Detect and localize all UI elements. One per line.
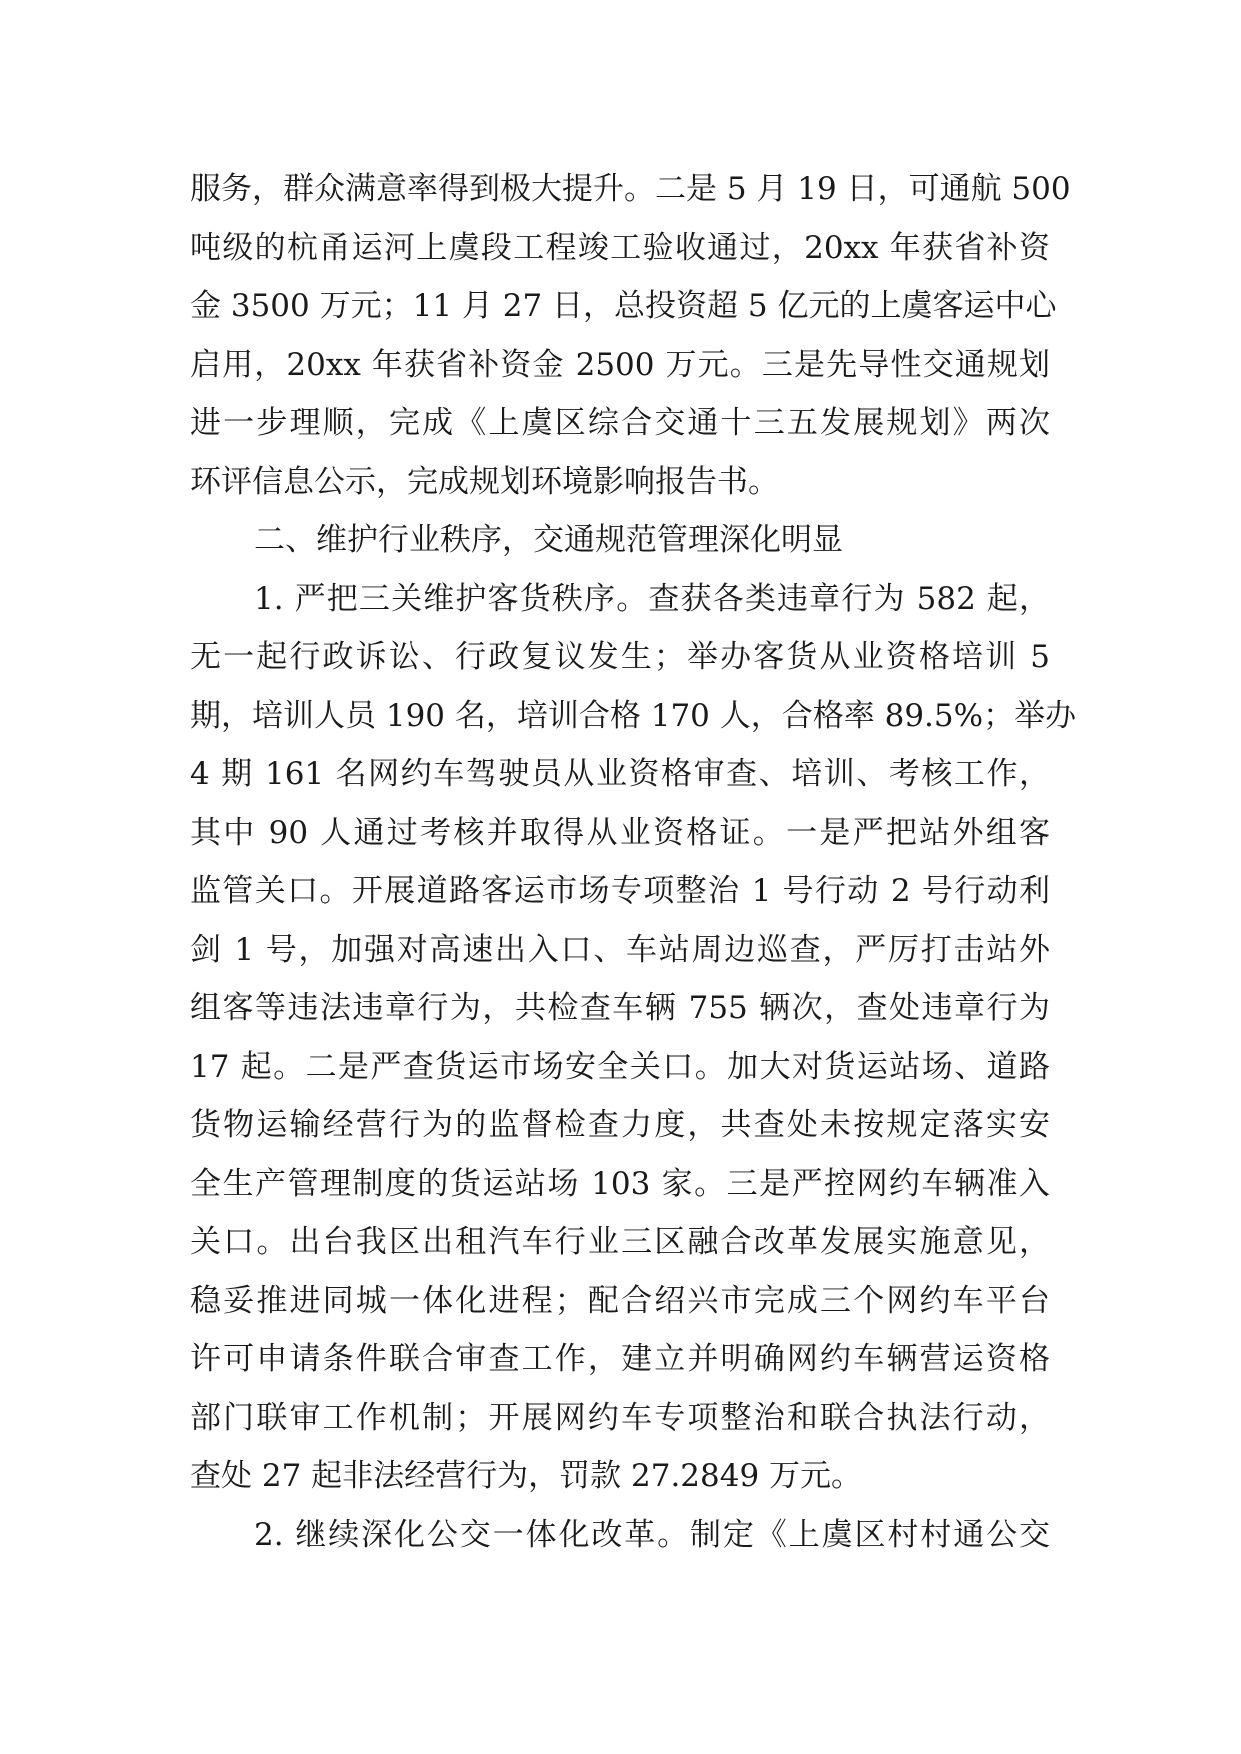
text-line-4: 启用，20xx 年获省补资金 2500 万元。三是先导性交通规划 [190, 346, 1050, 383]
text-line-20: 稳妥推进同城一体化进程；配合绍兴市完成三个网约车平台 [190, 1282, 1050, 1319]
text-line-24: 2. 继续深化公交一体化改革。制定《上虞区村村通公交 [254, 1516, 1050, 1553]
text-line-6: 环评信息公示，完成规划环境影响报告书。 [190, 463, 779, 500]
text-line-17: 货物运输经营行为的监督检查力度，共查处未按规定落实安 [190, 1107, 1050, 1143]
text-line-14: 剑 1 号，加强对高速出入口、车站周边巡查，严厉打击站外 [190, 931, 1050, 968]
text-line-23: 查处 27 起非法经营行为，罚款 27.2849 万元。 [190, 1458, 863, 1494]
text-line-15: 组客等违法违章行为，共检查车辆 755 辆次，查处违章行为 [190, 990, 1050, 1026]
text-line-12: 其中 90 人通过考核并取得从业资格证。一是严把站外组客 [190, 814, 1050, 851]
text-line-10: 期，培训人员 190 名，培训合格 170 人，合格率 89.5%；举办 [190, 697, 1077, 734]
body-text [190, 160, 1077, 1564]
text-line-22: 部门联审工作机制；开展网约车专项整治和联合执法行动， [190, 1399, 1050, 1436]
text-line-19: 关口。出台我区出租汽车行业三区融合改革发展实施意见， [190, 1224, 1050, 1260]
text-line-9: 无一起行政诉讼、行政复议发生；举办客货从业资格培训 5 [190, 639, 1050, 675]
text-line-3: 金 3500 万元；11 月 27 日，总投资超 5 亿元的上虞客运中心 [190, 288, 1057, 324]
text-line-5: 进一步理顺，完成《上虞区综合交通十三五发展规划》两次 [190, 405, 1050, 441]
text-line-1: 服务，群众满意率得到极大提升。二是 5 月 19 日，可通航 500 [190, 171, 1071, 207]
text-line-18: 全生产管理制度的货运站场 103 家。三是严控网约车辆准入 [190, 1165, 1050, 1202]
text-line-21: 许可申请条件联合审查工作，建立并明确网约车辆营运资格 [190, 1341, 1050, 1377]
text-line-13: 监管关口。开展道路客运市场专项整治 1 号行动 2 号行动利 [190, 873, 1050, 909]
section-heading: 二、维护行业秩序，交通规范管理深化明显 [254, 522, 843, 558]
text-line-2: 吨级的杭甬运河上虞段工程竣工验收通过，20xx 年获省补资 [190, 229, 1050, 266]
text-line-8: 1. 严把三关维护客货秩序。查获各类违章行为 582 起， [254, 580, 1050, 617]
text-line-16: 17 起。二是严查货运市场安全关口。加大对货运站场、道路 [190, 1048, 1050, 1085]
text-line-11: 4 期 161 名网约车驾驶员从业资格审查、培训、考核工作， [190, 756, 1050, 792]
